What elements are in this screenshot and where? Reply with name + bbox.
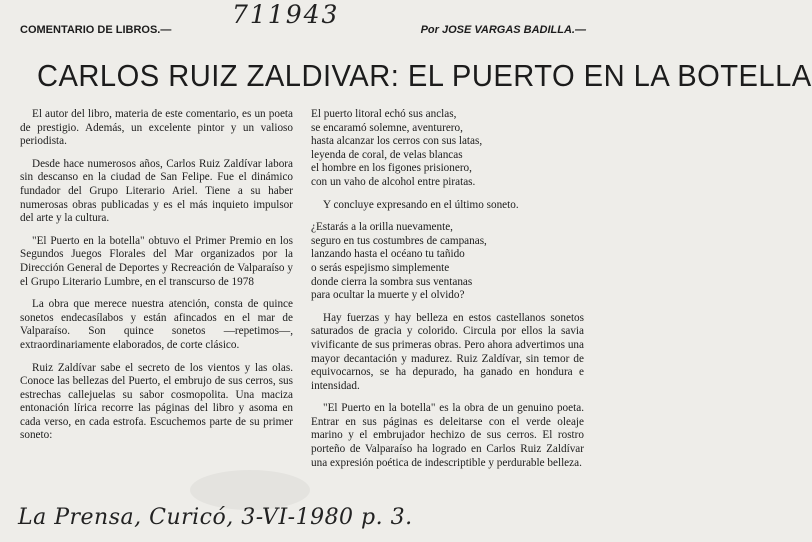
poem-stanza-last-sonnet: [311, 221, 584, 303]
poem-stanza-first-sonnet: [311, 108, 584, 190]
poem-line: con un vaho de alcohol entre piratas.: [311, 175, 476, 188]
author-byline: Por JOSE VARGAS BADILLA.—: [420, 24, 586, 36]
paragraph: La obra que merece nuestra atención, consta de quince sonetos endecasílabos y están afincados en el mar de Valparaíso. Son quince sonetos —repetimos—, extraordinariamente elaborados, de corte clásico.: [20, 298, 293, 351]
handwritten-source-citation: La Prensa, Curicó, 3-VI-1980 p. 3.: [18, 505, 413, 530]
poem-line: El puerto litoral echó sus anclas,: [311, 108, 457, 120]
poem-line: el hombre en los figones prisionero,: [311, 162, 472, 175]
left-column: [20, 108, 293, 452]
paper-stain: [190, 470, 310, 510]
poem-line: leyenda de coral, de velas blancas: [311, 148, 463, 161]
paragraph: El autor del libro, materia de este comentario, es un poeta de prestigio. Además, un excelente pintor y un valioso periodista.: [20, 108, 293, 148]
section-label: COMENTARIO DE LIBROS.—: [20, 24, 172, 36]
poem-line: seguro en tus costumbres de campanas,: [311, 234, 487, 247]
poem-line: para ocultar la muerte y el olvido?: [311, 289, 465, 302]
handwritten-archive-number: 711943: [232, 0, 340, 29]
paragraph: Hay fuerzas y hay belleza en estos castellanos sonetos saturados de gracia y colorido. Circula por ellos la savia vivificante de sus primeras obras. Pero ahora advertimos una mayor decantación y madurez. Ruiz Zaldívar, sin temor de equivocarnos, se ha depurado, ha ganado en hondura e intensidad.: [311, 311, 584, 392]
paragraph: Y concluye expresando en el último soneto.: [323, 198, 519, 211]
poem-line: donde cierra la sombra sus ventanas: [311, 275, 473, 288]
paragraph: "El Puerto en la botella" obtuvo el Primer Premio en los Segundos Juegos Florales del Mar organizados por la Dirección General de Deportes y Recreación de Valparaíso y el Grupo Literario Lumbre, en el transcurso de 1978: [20, 234, 293, 288]
poem-line: ¿Estarás a la orilla nuevamente,: [311, 221, 453, 234]
poem-line: hasta alcanzar los cerros con sus latas,: [311, 135, 483, 148]
poem-line: lanzando hasta el océano tu tañido: [311, 248, 465, 261]
poem-line: se encaramó solemne, aventurero,: [311, 121, 463, 134]
poem-line: o serás espejismo simplemente: [311, 261, 450, 274]
right-column: [311, 108, 584, 479]
paragraph: Desde hace numerosos años, Carlos Ruiz Zaldívar labora sin descanso en la ciudad de San Felipe. Fue el dinámico fundador del Grupo Literario Ariel. Tiene a su haber numerosas obras publicadas y es el más inquieto impulsor del arte y la cultura.: [20, 157, 293, 225]
paragraph: Ruiz Zaldívar sabe el secreto de los vientos y las olas. Conoce las bellezas del Puerto, el embrujo de sus cerros, sus estrechas callejuelas su sabor cosmopolita. Una maciza entonación lírica recorre las páginas del libro y asoma en cada verso, en cada estrofa. Escuchemos parte de su primer soneto:: [20, 361, 293, 442]
article-header: [20, 24, 586, 40]
paragraph: "El Puerto en la botella" es la obra de un genuino poeta. Entrar en sus páginas es deleitarse con el verde oleaje marino y el embrujador hechizo de sus cerros. El rostro porteño de Valparaíso ha logrado en Carlos Ruiz Zaldívar una expresión poética de indescriptible y perdurable belleza.: [311, 402, 584, 469]
article-headline: CARLOS RUIZ ZALDIVAR: EL PUERTO EN LA BOTELLA: [36, 58, 812, 93]
